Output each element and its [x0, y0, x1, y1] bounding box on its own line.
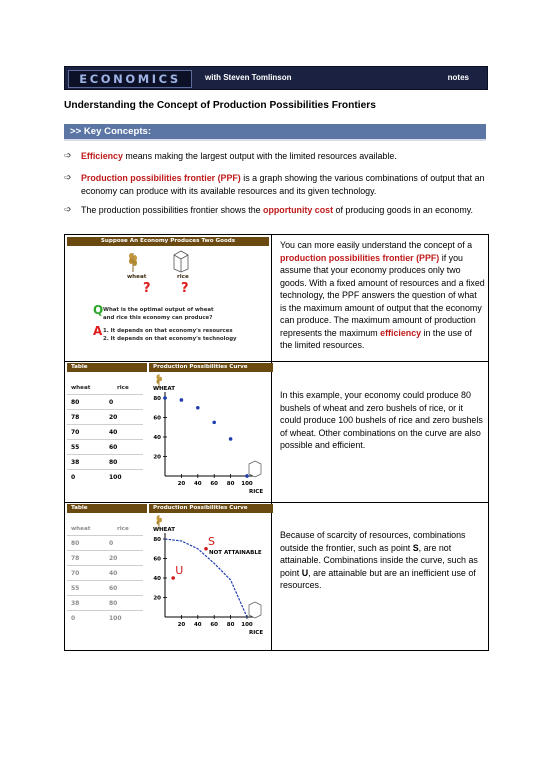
table-cell: 55	[67, 440, 105, 455]
rice-bag-shape	[249, 461, 261, 477]
data-point	[163, 396, 167, 400]
wheat-grain	[159, 518, 162, 522]
x-tick-label: 60	[210, 622, 219, 628]
not-attainable-label: NOT ATTAINABLE	[209, 550, 262, 556]
y-tick-label: 40	[153, 435, 161, 441]
y-tick-label: 80	[153, 537, 161, 543]
term: production possibilities frontier (PPF)	[280, 252, 440, 263]
bullet-text: is a graph showing the various combinations of output that an economy can produce with its available resources and its given technology.	[81, 173, 485, 196]
bullet-text: The production possibilities frontier shows the	[81, 205, 264, 215]
table-cell: 38	[67, 455, 105, 470]
data-point	[229, 437, 233, 441]
page-title: Understanding the Concept of Production Possibilities Frontiers	[64, 100, 376, 111]
bullet-item-opportunity-cost	[64, 204, 488, 217]
y-tick-label: 60	[153, 415, 161, 422]
table-cell: 70	[67, 425, 105, 440]
brand-logo	[68, 70, 192, 88]
banner-author: with Steven Tomlinson	[205, 73, 292, 82]
answer-line-2: 2. It depends on that economy's technology	[103, 336, 237, 342]
table-cell: 0	[105, 395, 143, 410]
question-mark-icon: ?	[143, 281, 151, 296]
text-run: if you assume that your economy produces only two goods. With a fixed amount of resources and a fixed technology, the PPF answers the question of what is the maximum amount of output that the economy can produce. The maximum amount of production represents the maximum	[280, 252, 485, 338]
table-row	[67, 440, 143, 455]
table-row	[67, 536, 143, 551]
table-cell: 70	[67, 566, 105, 581]
section-label: >> Key Concepts:	[70, 126, 152, 137]
curve-title: Production Possibilities Curve	[149, 363, 273, 372]
x-tick-label: 40	[193, 622, 202, 628]
point-u-label: U	[301, 567, 309, 578]
a-letter: A	[93, 324, 103, 338]
wheat-icon	[122, 249, 144, 273]
table-cell: 20	[105, 410, 143, 425]
table-cell: 100	[105, 611, 143, 626]
y-axis-label: WHEAT	[153, 386, 176, 392]
table-row	[67, 596, 143, 611]
bullet-arrow-icon: ➩	[64, 205, 72, 215]
col-wheat: wheat	[71, 526, 91, 532]
table-cell: 0	[67, 611, 105, 626]
table-cell: 40	[105, 566, 143, 581]
table-row	[67, 470, 143, 485]
rice-bag-icon	[170, 249, 192, 273]
y-tick-label: 60	[153, 556, 161, 563]
text-run: Because of scarcity of resources, combinations outside the frontier, such as point	[280, 530, 466, 553]
x-axis-label: RICE	[249, 489, 264, 495]
col-rice: rice	[117, 526, 129, 532]
table-cell: 60	[105, 581, 143, 596]
term: Efficiency	[81, 151, 123, 161]
data-point	[196, 406, 200, 410]
term: Production possibilities frontier (PPF)	[81, 173, 241, 183]
answer-line-1: 1. It depends on that economy's resources	[103, 328, 233, 334]
x-tick-label: 60	[210, 481, 219, 487]
row-divider	[65, 361, 488, 362]
ppf-curve-chart	[149, 514, 269, 644]
row-divider	[65, 502, 488, 503]
illustration-two-goods	[67, 237, 269, 359]
content-table	[64, 234, 489, 651]
x-tick-label: 80	[226, 622, 235, 628]
point-label-s: S	[208, 534, 215, 548]
x-tick-label: 100	[241, 622, 253, 628]
col-wheat: wheat	[71, 385, 91, 391]
table-row	[67, 410, 143, 425]
table-cell: 40	[105, 425, 143, 440]
col-rice: rice	[117, 385, 129, 391]
table-row	[67, 395, 143, 410]
wheat-label: wheat	[127, 274, 147, 280]
curve-title: Production Possibilities Curve	[149, 504, 273, 513]
point-label-u: U	[175, 564, 184, 577]
table-cell: 38	[67, 596, 105, 611]
section-header	[64, 124, 486, 141]
data-point	[180, 398, 184, 402]
y-axis-label: WHEAT	[153, 527, 176, 533]
row-text-3	[280, 529, 485, 592]
data-point	[212, 421, 216, 425]
wheat-grain	[157, 379, 160, 383]
table-cell: 55	[67, 581, 105, 596]
header-banner	[64, 66, 488, 90]
row-text-2: In this example, your economy could produce 80 bushels of wheat and zero bushels of rice, or it could produce 100 bushels of rice and zero bushels of wheat. Other combinations on the curve are also possible and efficient.	[280, 390, 483, 450]
table-cell: 20	[105, 551, 143, 566]
illustration-ppf-curve	[67, 504, 269, 649]
bullet-arrow-icon: ➩	[64, 173, 72, 183]
wheat-grain	[159, 377, 162, 381]
table-row	[67, 581, 143, 596]
column-divider	[271, 235, 272, 650]
ppf-data-table	[67, 535, 143, 625]
y-tick-label: 20	[153, 595, 161, 602]
wheat-grain	[157, 520, 160, 524]
bullet-arrow-icon: ➩	[64, 151, 72, 161]
x-tick-label: 20	[177, 622, 186, 628]
x-axis-label: RICE	[249, 630, 264, 636]
y-tick-label: 20	[153, 454, 161, 461]
x-tick-label: 80	[226, 481, 235, 487]
table-cell: 0	[105, 536, 143, 551]
banner-notes: notes	[447, 73, 469, 82]
text-run: , are attainable but are an inefficient use of resources.	[280, 567, 476, 590]
text-run: , are not attainable. Combinations inside the curve, such as point	[280, 542, 478, 578]
brand-text: ECONOMICS	[79, 72, 181, 86]
point-s-label: S	[412, 542, 419, 553]
rice-label: rice	[177, 274, 189, 280]
y-tick-label: 40	[153, 576, 161, 582]
table-cell: 78	[67, 551, 105, 566]
term: opportunity cost	[263, 205, 334, 215]
panel-title: Suppose An Economy Produces Two Goods	[67, 237, 269, 246]
table-cell: 0	[67, 470, 105, 485]
bullet-item-ppf	[64, 172, 488, 197]
table-cell: 80	[105, 455, 143, 470]
table-row	[67, 611, 143, 626]
table-cell: 80	[105, 596, 143, 611]
q-letter: Q	[93, 303, 104, 317]
table-cell: 78	[67, 410, 105, 425]
table-cell: 80	[67, 536, 105, 551]
x-tick-label: 40	[193, 481, 202, 487]
bullet-text: means making the largest output with the limited resources available.	[122, 151, 397, 161]
table-row	[67, 455, 143, 470]
table-row	[67, 551, 143, 566]
ppf-data-table	[67, 394, 143, 484]
rice-bag-icon	[249, 602, 261, 618]
table-cell: 100	[105, 470, 143, 485]
table-row	[67, 425, 143, 440]
bullet-text: of producing goods in an economy.	[333, 205, 474, 215]
x-tick-label: 100	[241, 481, 253, 487]
x-tick-label: 20	[177, 481, 186, 487]
term: efficiency	[380, 327, 422, 338]
question-line-2: and rice this economy can produce?	[103, 315, 213, 321]
y-tick-label: 80	[153, 396, 161, 402]
illustration-ppf-table	[67, 363, 269, 500]
row-text-1	[280, 239, 485, 352]
bullet-item-efficiency	[64, 150, 488, 163]
table-cell: 60	[105, 440, 143, 455]
data-point	[245, 474, 249, 478]
text-run: You can more easily understand the concept of a	[280, 240, 473, 250]
question-mark-icon: ?	[181, 281, 189, 296]
table-cell: 80	[67, 395, 105, 410]
rice-bag-shape	[249, 602, 261, 618]
question-line-1: What is the optimal output of wheat	[103, 307, 214, 313]
table-title: Table	[67, 363, 147, 372]
text-run: in the use of the limited resources.	[280, 327, 472, 350]
table-row	[67, 566, 143, 581]
ppf-scatter-chart	[149, 373, 269, 498]
table-title: Table	[67, 504, 147, 513]
rice-bag-icon	[249, 461, 261, 477]
